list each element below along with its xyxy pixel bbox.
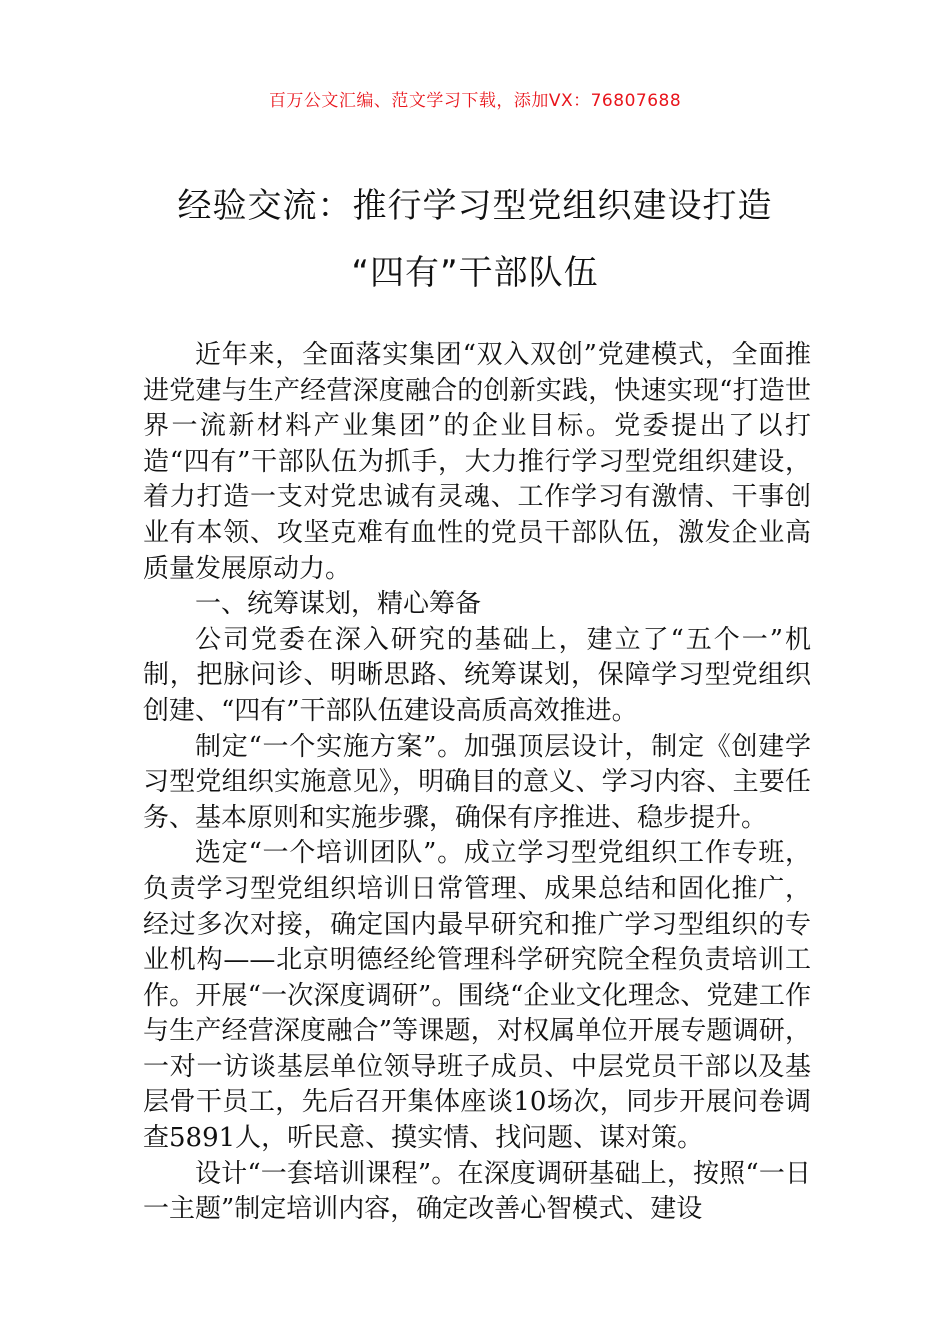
paragraph-plan: 制定“一个实施方案”。加强顶层设计，制定《创建学习型党组织实施意见》，明确目的意义、学习内容、主要任务、基本原则和实施步骤，确保有序推进、稳步提升。 xyxy=(143,731,811,833)
header-watermark-note: 百万公文汇编、范文学习下载，添加VX：76807688 xyxy=(268,91,682,111)
document-title-line-1: 经验交流：推行学习型党组织建设打造 xyxy=(177,186,773,226)
document-title-line-2: “四有”干部队伍 xyxy=(351,253,599,293)
paragraph-team: 选定“一个培训团队”。成立学习型党组织工作专班，负责学习型党组织培训日常管理、成果总结和固化推广，经过多次对接，确定国内最早研究和推广学习型组织的专业机构——北京明德经纶管理科学研究院全程负责培训工作。开展“一次深度调研”。围绕“企业文化理念、党建工作与生产经营深度融合”等课题，对权属单位开展专题调研，一对一访谈基层单位领导班子成员、中层党员干部以及基层骨干员工，先后召开集体座谈10场次，同步开展问卷调查5891人，听民意、摸实情、找问题、谋对策。 xyxy=(143,838,811,1154)
paragraph-courses: 设计“一套培训课程”。在深度调研基础上，按照“一日一主题”制定培训内容，确定改善心智模式、建设 xyxy=(143,1158,811,1225)
paragraph-mechanism: 公司党委在深入研究的基础上，建立了“五个一”机制，把脉问诊、明晰思路、统筹谋划，保障学习型党组织创建、“四有”干部队伍建设高质高效推进。 xyxy=(143,624,811,726)
paragraph-intro: 近年来，全面落实集团“双入双创”党建模式，全面推进党建与生产经营深度融合的创新实践，快速实现“打造世界一流新材料产业集团”的企业目标。党委提出了以打造“四有”干部队伍为抓手，大力推行学习型党组织建设，着力打造一支对党忠诚有灵魂、工作学习有激情、干事创业有本领、攻坚克难有血性的党员干部队伍，激发企业高质量发展原动力。 xyxy=(143,340,811,584)
document-body xyxy=(143,338,811,1228)
section-heading-1: 一、统筹谋划，精心筹备 xyxy=(195,589,482,620)
